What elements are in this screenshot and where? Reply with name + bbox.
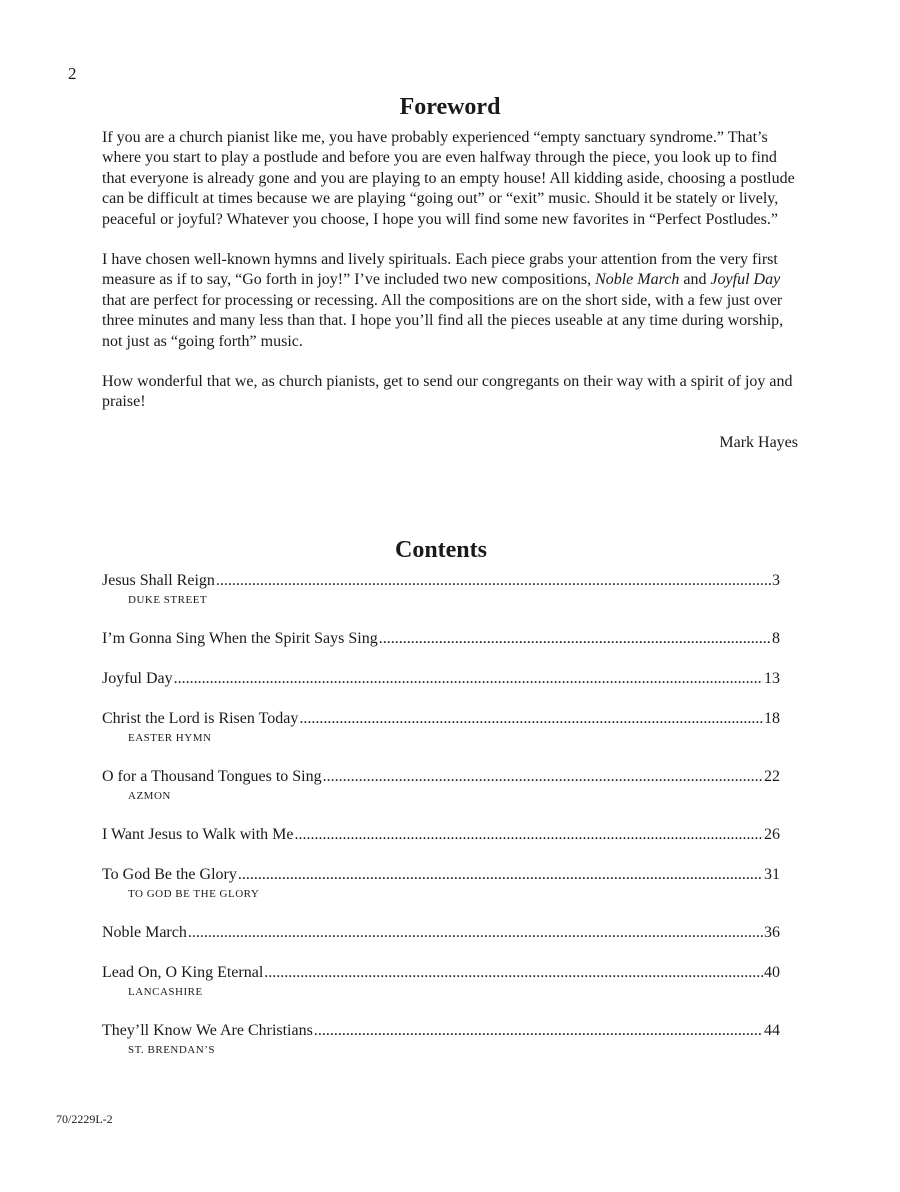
contents-title: Contents [394,537,487,563]
toc-page-number: 26 [764,826,780,843]
toc-line [102,571,780,591]
italic-title-noble-march: Noble March [595,271,680,289]
toc-line [102,825,780,845]
italic-title-joyful-day: Joyful Day [710,271,781,289]
toc-leader-dots [264,963,763,983]
toc-page-number: 44 [764,1022,780,1039]
toc-tune-name: TO GOD BE THE GLORY [128,888,260,900]
toc-line [102,709,780,729]
contents-section [102,535,780,1079]
author-signature: Mark Hayes [719,433,798,451]
toc-entry [102,865,780,903]
toc-entry [102,629,780,649]
toc-leader-dots [238,865,763,885]
toc-page-number: 36 [764,924,780,941]
toc-title: Noble March [102,924,187,941]
toc-entry [102,669,780,689]
foreword-paragraph-1: If you are a church pianist like me, you have probably experienced “empty sanctuary syndrome.” That’s where you start to play a postlude and before you are even halfway through the piece, you look up to find that everyone is already gone and you are playing to an empty house! All kidding aside, choosing a postlude can be difficult at times because we are playing “going out” or “exit” music. Should it be stately or lively, peaceful or joyful? Whatever you choose, I hope you will find some new favorites in “Perfect Postludes.” [102,129,795,228]
toc-line [102,629,780,649]
toc-entry [102,923,780,943]
toc-title: O for a Thousand Tongues to Sing [102,768,322,785]
foreword-section [102,92,798,453]
toc-entry [102,825,780,845]
toc-page-number: 18 [764,710,780,727]
toc-page-number: 40 [764,964,780,981]
text-run: that are perfect for processing or recessing. All the compositions are on the short side, with a few just over three minutes and many less than that. I hope you’ll find all the pieces useable at any time during worship, not just as “going forth” music. [102,291,784,350]
toc-entry [102,767,780,805]
toc-tune-name: AZMON [128,790,171,802]
toc-title: Christ the Lord is Risen Today [102,710,299,727]
toc-title: They’ll Know We Are Christians [102,1022,313,1039]
toc-tune-name: DUKE STREET [128,594,208,606]
toc-leader-dots [323,767,763,787]
toc-entry [102,1021,780,1059]
toc-leader-dots [294,825,763,845]
toc-leader-dots [174,669,763,689]
foreword-title: Foreword [399,94,501,120]
toc-line [102,923,780,943]
toc-entry [102,709,780,747]
toc-title: Jesus Shall Reign [102,572,215,589]
text-run: I have chosen well-known hymns and lively spirituals. Each piece grabs your attention from the very first measure as if to say, “Go forth in joy!” I’ve included two new compositions, [102,251,778,289]
toc-tune-name: LANCASHIRE [128,986,203,998]
toc-page-number: 31 [764,866,780,883]
toc-page-number: 8 [772,630,780,647]
toc-leader-dots [299,709,763,729]
toc-line [102,767,780,787]
toc-title: I’m Gonna Sing When the Spirit Says Sing [102,630,378,647]
toc-page-number: 22 [764,768,780,785]
toc-line [102,963,780,983]
toc-entry [102,963,780,1001]
toc-leader-dots [314,1021,763,1041]
toc-leader-dots [379,629,771,649]
toc-list [102,571,780,1059]
toc-title: Lead On, O King Eternal [102,964,264,981]
catalog-code: 70/2229L-2 [56,1112,113,1126]
text-run: and [679,271,711,289]
toc-line [102,865,780,885]
foreword-paragraph-3: How wonderful that we, as church pianists, get to send our congregants on their way with a spirit of joy and praise! [102,373,793,411]
toc-leader-dots [216,571,771,591]
toc-entry [102,571,780,609]
toc-page-number: 13 [764,670,780,687]
toc-line [102,1021,780,1041]
toc-page-number: 3 [772,572,780,589]
toc-title: To God Be the Glory [102,866,237,883]
toc-tune-name: ST. BRENDAN’S [128,1044,215,1056]
toc-tune-name: EASTER HYMN [128,732,212,744]
page-number: 2 [68,64,77,83]
foreword-paragraph-2 [102,250,798,352]
toc-line [102,669,780,689]
toc-title: I Want Jesus to Walk with Me [102,826,294,843]
toc-title: Joyful Day [102,670,173,687]
toc-leader-dots [188,923,763,943]
